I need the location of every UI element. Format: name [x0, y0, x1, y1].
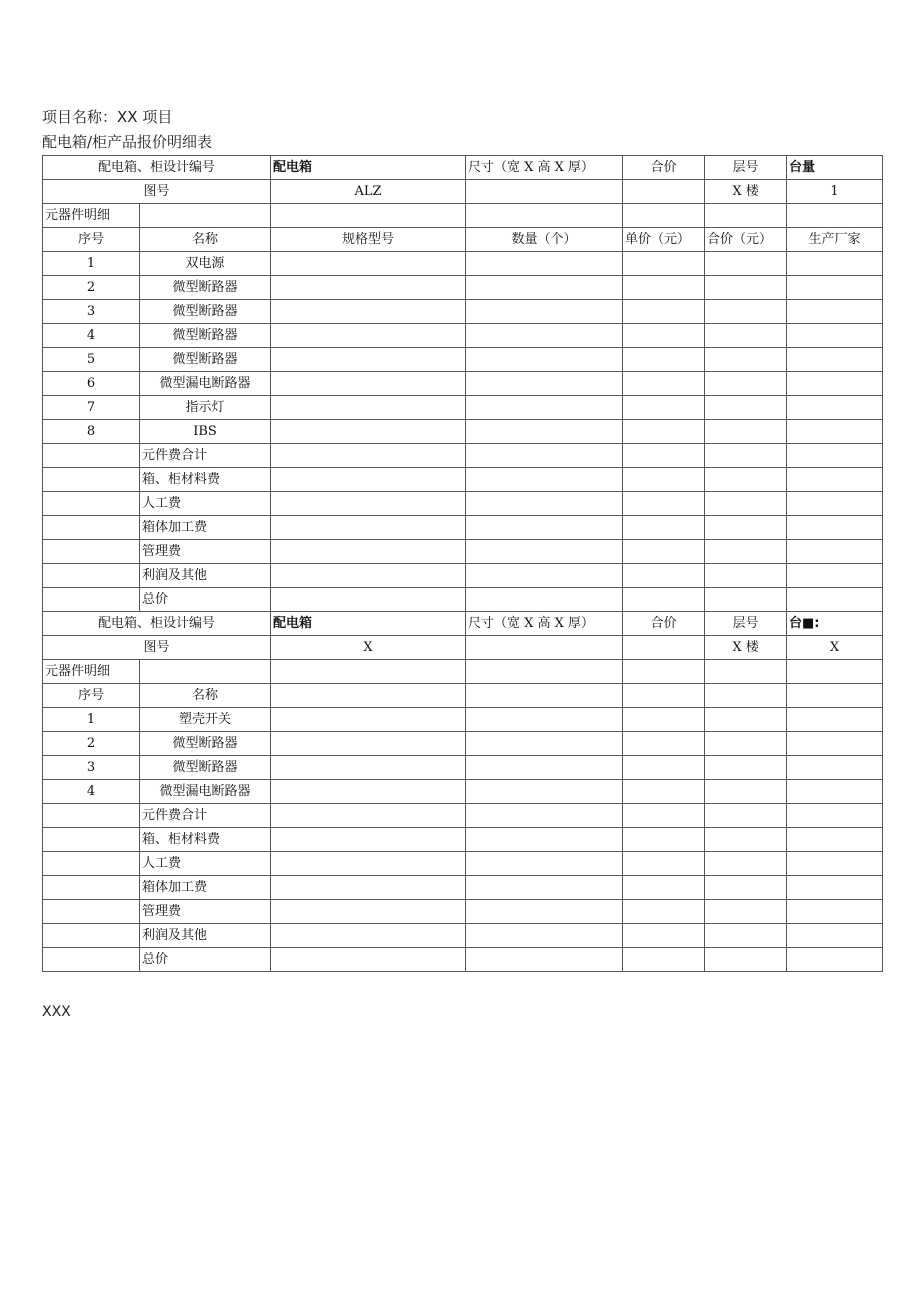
empty-cell: [705, 396, 787, 420]
empty-cell: [705, 444, 787, 468]
drawing-value: X: [271, 636, 466, 660]
empty-cell: [787, 372, 883, 396]
empty-cell: [271, 492, 466, 516]
empty-cell: [787, 276, 883, 300]
item-seq: 4: [43, 780, 140, 804]
summary-row: [43, 876, 883, 900]
empty-cell: [43, 948, 140, 972]
empty-cell: [271, 324, 466, 348]
empty-cell: [787, 900, 883, 924]
empty-cell: [271, 564, 466, 588]
empty-cell: [705, 516, 787, 540]
empty-cell: [705, 948, 787, 972]
item-name: 微型断路器: [140, 300, 271, 324]
empty-cell: [623, 444, 705, 468]
empty-cell: [466, 396, 623, 420]
empty-cell: [623, 252, 705, 276]
column-unit-price: 单价（元）: [623, 228, 705, 252]
summary-row: [43, 468, 883, 492]
empty-cell: [466, 468, 623, 492]
summary-label: 箱体加工费: [140, 516, 271, 540]
summary-row: [43, 948, 883, 972]
item-name: 微型漏电断路器: [140, 372, 271, 396]
empty-cell: [623, 468, 705, 492]
item-name: 微型断路器: [140, 732, 271, 756]
empty-cell: [623, 588, 705, 612]
empty-cell: [271, 276, 466, 300]
empty-cell: [271, 948, 466, 972]
empty-cell: [466, 828, 623, 852]
empty-cell: [705, 204, 787, 228]
summary-label: 利润及其他: [140, 564, 271, 588]
empty-cell: [271, 444, 466, 468]
empty-cell: [466, 660, 623, 684]
empty-cell: [466, 780, 623, 804]
empty-cell: [705, 252, 787, 276]
item-seq: 1: [43, 252, 140, 276]
empty-cell: [623, 516, 705, 540]
empty-cell: [623, 852, 705, 876]
empty-cell: [43, 828, 140, 852]
empty-cell: [787, 876, 883, 900]
empty-cell: [43, 852, 140, 876]
empty-cell: [623, 732, 705, 756]
drawing-qty: X: [787, 636, 883, 660]
empty-cell: [43, 804, 140, 828]
empty-cell: [271, 852, 466, 876]
summary-row: [43, 492, 883, 516]
empty-cell: [466, 804, 623, 828]
item-seq: 4: [43, 324, 140, 348]
empty-cell: [271, 708, 466, 732]
empty-cell: [623, 396, 705, 420]
empty-cell: [787, 300, 883, 324]
summary-row: [43, 924, 883, 948]
item-seq: 8: [43, 420, 140, 444]
empty-cell: [623, 828, 705, 852]
empty-cell: [271, 468, 466, 492]
item-row: [43, 348, 883, 372]
size-label: 尺寸（宽 X 高 X 厚）: [466, 156, 623, 180]
empty-cell: [43, 564, 140, 588]
empty-cell: [271, 348, 466, 372]
empty-cell: [466, 300, 623, 324]
empty-cell: [43, 444, 140, 468]
empty-cell: [271, 876, 466, 900]
empty-cell: [705, 468, 787, 492]
empty-cell: [466, 756, 623, 780]
floor-label: 层号: [705, 612, 787, 636]
drawing-value: ALZ: [271, 180, 466, 204]
empty-cell: [787, 540, 883, 564]
floor-label: 层号: [705, 156, 787, 180]
project-name: 项目名称：XX 项目: [42, 108, 173, 126]
item-seq: 1: [43, 708, 140, 732]
summary-row: [43, 828, 883, 852]
item-row: [43, 252, 883, 276]
size-label: 尺寸（宽 X 高 X 厚）: [466, 612, 623, 636]
empty-cell: [787, 948, 883, 972]
summary-row: [43, 900, 883, 924]
item-seq: 6: [43, 372, 140, 396]
summary-row: [43, 540, 883, 564]
empty-cell: [43, 468, 140, 492]
empty-cell: [466, 564, 623, 588]
empty-cell: [705, 924, 787, 948]
empty-cell: [787, 828, 883, 852]
empty-cell: [787, 420, 883, 444]
empty-cell: [466, 324, 623, 348]
summary-label: 元件费合计: [140, 444, 271, 468]
section-header-row: [43, 612, 883, 636]
empty-cell: [466, 732, 623, 756]
empty-cell: [787, 252, 883, 276]
empty-cell: [705, 780, 787, 804]
item-name: 微型断路器: [140, 348, 271, 372]
quote-table: [42, 155, 883, 972]
empty-cell: [271, 372, 466, 396]
empty-cell: [623, 708, 705, 732]
empty-cell: [787, 780, 883, 804]
empty-cell: [623, 924, 705, 948]
table-title: 配电箱/柜产品报价明细表: [42, 133, 213, 151]
empty-cell: [623, 372, 705, 396]
empty-cell: [466, 588, 623, 612]
empty-cell: [271, 756, 466, 780]
column-spec: 规格型号: [271, 228, 466, 252]
item-name: 微型断路器: [140, 756, 271, 780]
empty-cell: [466, 924, 623, 948]
item-row: [43, 732, 883, 756]
item-row: [43, 780, 883, 804]
empty-cell: [466, 900, 623, 924]
empty-cell: [787, 756, 883, 780]
empty-cell: [623, 564, 705, 588]
summary-row: [43, 564, 883, 588]
empty-cell: [140, 660, 271, 684]
empty-cell: [787, 396, 883, 420]
column-header-row: [43, 228, 883, 252]
empty-cell: [623, 756, 705, 780]
qty-label: 台量: [787, 156, 883, 180]
empty-cell: [271, 252, 466, 276]
empty-cell: [466, 180, 623, 204]
empty-cell: [705, 324, 787, 348]
item-name: 指示灯: [140, 396, 271, 420]
empty-cell: [705, 564, 787, 588]
item-seq: 5: [43, 348, 140, 372]
empty-cell: [705, 300, 787, 324]
design-no-label: 配电箱、柜设计编号: [43, 612, 271, 636]
empty-cell: [705, 492, 787, 516]
empty-cell: [43, 900, 140, 924]
empty-cell: [705, 756, 787, 780]
empty-cell: [705, 420, 787, 444]
empty-cell: [787, 924, 883, 948]
empty-cell: [623, 540, 705, 564]
drawing-label: 图号: [43, 636, 271, 660]
empty-cell: [466, 852, 623, 876]
empty-cell: [787, 732, 883, 756]
item-name: 微型断路器: [140, 276, 271, 300]
empty-cell: [787, 516, 883, 540]
column-seq: 序号: [43, 228, 140, 252]
item-seq: 7: [43, 396, 140, 420]
item-seq: 2: [43, 732, 140, 756]
item-name: IBS: [140, 420, 271, 444]
empty-cell: [623, 300, 705, 324]
empty-cell: [787, 324, 883, 348]
column-maker: [787, 684, 883, 708]
column-quantity: [466, 684, 623, 708]
empty-cell: [466, 420, 623, 444]
empty-cell: [466, 444, 623, 468]
empty-cell: [787, 444, 883, 468]
column-name: 名称: [140, 684, 271, 708]
empty-cell: [623, 324, 705, 348]
empty-cell: [271, 660, 466, 684]
detail-label: 元器件明细: [43, 204, 140, 228]
summary-row: [43, 516, 883, 540]
empty-cell: [787, 348, 883, 372]
empty-cell: [466, 876, 623, 900]
drawing-floor: X 楼: [705, 636, 787, 660]
empty-cell: [271, 420, 466, 444]
empty-cell: [787, 564, 883, 588]
summary-label: 箱体加工费: [140, 876, 271, 900]
empty-cell: [705, 852, 787, 876]
empty-cell: [787, 588, 883, 612]
empty-cell: [271, 804, 466, 828]
empty-cell: [705, 876, 787, 900]
detail-label-row: [43, 660, 883, 684]
column-header-row: [43, 684, 883, 708]
empty-cell: [43, 876, 140, 900]
item-seq: 3: [43, 756, 140, 780]
empty-cell: [140, 204, 271, 228]
empty-cell: [705, 804, 787, 828]
empty-cell: [787, 852, 883, 876]
empty-cell: [271, 300, 466, 324]
empty-cell: [466, 372, 623, 396]
empty-cell: [705, 276, 787, 300]
drawing-label: 图号: [43, 180, 271, 204]
empty-cell: [623, 900, 705, 924]
empty-cell: [271, 780, 466, 804]
column-amount: 合价（元）: [705, 228, 787, 252]
empty-cell: [466, 540, 623, 564]
empty-cell: [43, 516, 140, 540]
empty-cell: [271, 540, 466, 564]
drawing-floor: X 楼: [705, 180, 787, 204]
item-name: 双电源: [140, 252, 271, 276]
item-row: [43, 396, 883, 420]
empty-cell: [623, 780, 705, 804]
design-no-label: 配电箱、柜设计编号: [43, 156, 271, 180]
empty-cell: [623, 276, 705, 300]
column-seq: 序号: [43, 684, 140, 708]
empty-cell: [623, 804, 705, 828]
column-amount: [705, 684, 787, 708]
empty-cell: [705, 540, 787, 564]
footer-text: XXX: [42, 1004, 71, 1020]
empty-cell: [466, 204, 623, 228]
empty-cell: [466, 516, 623, 540]
item-name: 微型漏电断路器: [140, 780, 271, 804]
summary-label: 总价: [140, 588, 271, 612]
empty-cell: [787, 204, 883, 228]
item-seq: 2: [43, 276, 140, 300]
empty-cell: [623, 204, 705, 228]
design-no-value: 配电箱: [271, 612, 466, 636]
empty-cell: [466, 492, 623, 516]
summary-label: 管理费: [140, 900, 271, 924]
item-row: [43, 756, 883, 780]
empty-cell: [271, 588, 466, 612]
summary-label: 利润及其他: [140, 924, 271, 948]
empty-cell: [43, 588, 140, 612]
drawing-qty: 1: [787, 180, 883, 204]
empty-cell: [705, 660, 787, 684]
summary-label: 人工费: [140, 492, 271, 516]
empty-cell: [705, 828, 787, 852]
section-header-row: [43, 156, 883, 180]
summary-label: 总价: [140, 948, 271, 972]
summary-row: [43, 588, 883, 612]
drawing-row: [43, 180, 883, 204]
empty-cell: [271, 924, 466, 948]
empty-cell: [705, 348, 787, 372]
empty-cell: [466, 636, 623, 660]
empty-cell: [466, 708, 623, 732]
empty-cell: [271, 900, 466, 924]
column-unit-price: [623, 684, 705, 708]
detail-label-row: [43, 204, 883, 228]
empty-cell: [466, 276, 623, 300]
empty-cell: [705, 708, 787, 732]
empty-cell: [623, 948, 705, 972]
total-label: 合价: [623, 156, 705, 180]
total-label: 合价: [623, 612, 705, 636]
design-no-value: 配电箱: [271, 156, 466, 180]
drawing-row: [43, 636, 883, 660]
item-row: [43, 420, 883, 444]
summary-row: [43, 804, 883, 828]
empty-cell: [787, 708, 883, 732]
empty-cell: [705, 588, 787, 612]
empty-cell: [623, 420, 705, 444]
item-row: [43, 300, 883, 324]
summary-row: [43, 444, 883, 468]
qty-label: 台■:: [787, 612, 883, 636]
empty-cell: [271, 828, 466, 852]
summary-label: 箱、柜材料费: [140, 828, 271, 852]
column-name: 名称: [140, 228, 271, 252]
item-row: [43, 276, 883, 300]
empty-cell: [623, 660, 705, 684]
empty-cell: [43, 924, 140, 948]
summary-label: 人工费: [140, 852, 271, 876]
summary-label: 箱、柜材料费: [140, 468, 271, 492]
item-seq: 3: [43, 300, 140, 324]
empty-cell: [43, 540, 140, 564]
empty-cell: [466, 948, 623, 972]
empty-cell: [623, 492, 705, 516]
empty-cell: [623, 876, 705, 900]
empty-cell: [466, 348, 623, 372]
empty-cell: [623, 636, 705, 660]
column-maker: 生产厂家: [787, 228, 883, 252]
empty-cell: [623, 348, 705, 372]
empty-cell: [787, 804, 883, 828]
column-quantity: 数量（个）: [466, 228, 623, 252]
item-row: [43, 324, 883, 348]
empty-cell: [787, 492, 883, 516]
empty-cell: [705, 732, 787, 756]
empty-cell: [787, 468, 883, 492]
empty-cell: [271, 396, 466, 420]
empty-cell: [271, 732, 466, 756]
empty-cell: [705, 900, 787, 924]
item-name: 微型断路器: [140, 324, 271, 348]
detail-label: 元器件明细: [43, 660, 140, 684]
summary-label: 管理费: [140, 540, 271, 564]
item-name: 塑壳开关: [140, 708, 271, 732]
empty-cell: [271, 516, 466, 540]
empty-cell: [43, 492, 140, 516]
empty-cell: [623, 180, 705, 204]
item-row: [43, 708, 883, 732]
summary-row: [43, 852, 883, 876]
column-spec: [271, 684, 466, 708]
empty-cell: [787, 660, 883, 684]
empty-cell: [705, 372, 787, 396]
summary-label: 元件费合计: [140, 804, 271, 828]
empty-cell: [271, 204, 466, 228]
item-row: [43, 372, 883, 396]
empty-cell: [466, 252, 623, 276]
